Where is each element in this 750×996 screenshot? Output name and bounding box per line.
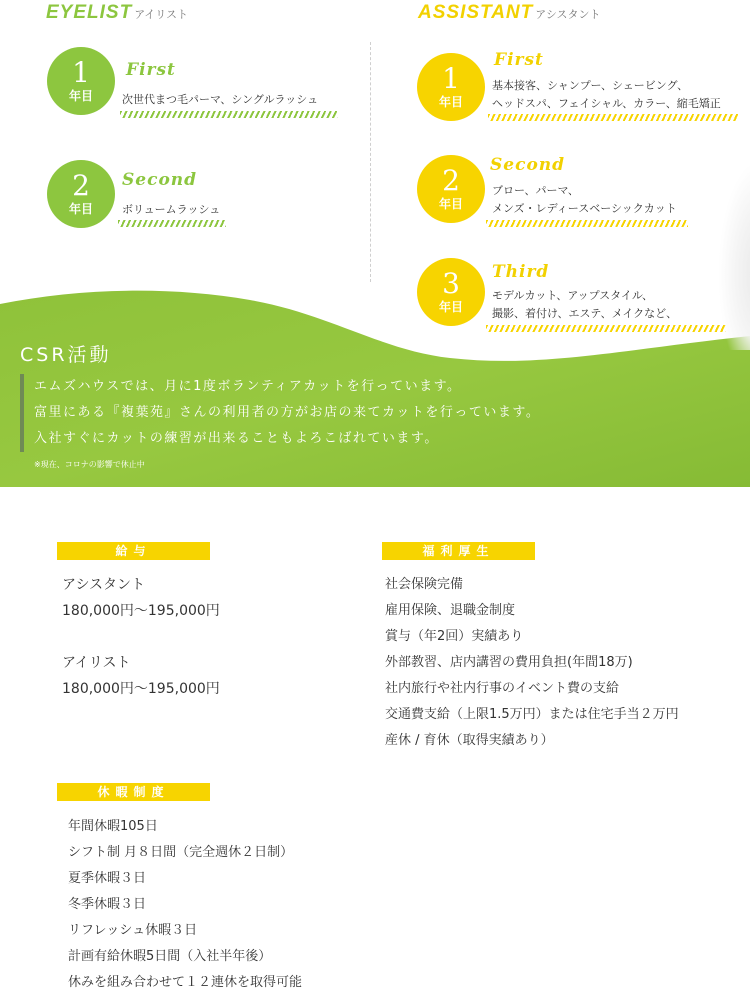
hatch-underline — [488, 114, 738, 121]
assistant-title-en: ASSISTANT — [418, 2, 534, 23]
salary-role: アシスタント — [62, 577, 146, 593]
salary-tag: 給与 — [57, 542, 210, 560]
eyelist-heading — [46, 0, 188, 24]
assistant-year-3-badge — [417, 258, 485, 326]
assistant-year-3-desc-2: 撮影、着付け、エステ、メイクなど、 — [492, 307, 678, 320]
assistant-year-2-badge — [417, 155, 485, 223]
list-item: 雇用保険、退職金制度 — [385, 603, 516, 618]
list-item: 計画有給休暇5日間（入社半年後） — [68, 949, 272, 964]
eyelist-title-jp: アイリスト — [134, 8, 188, 21]
list-item: リフレッシュ休暇３日 — [68, 923, 198, 938]
eyelist-year-1-script: First — [126, 60, 176, 80]
salary-range: 180,000円～195,000円 — [62, 681, 220, 697]
eyelist-year-2-desc: ボリュームラッシュ — [122, 203, 221, 216]
year-number: 2 — [72, 168, 90, 202]
eyelist-year-1-desc: 次世代まつ毛パーマ、シングルラッシュ — [122, 93, 319, 106]
year-unit: 年目 — [438, 196, 463, 211]
hatch-underline — [120, 111, 338, 118]
assistant-year-1-desc-1: 基本接客、シャンプー、シェービング、 — [492, 79, 689, 92]
list-item: 外部教習、店内講習の費用負担(年間18万) — [385, 655, 633, 670]
csr-title: CSR活動 — [20, 344, 112, 366]
assistant-year-2-script: Second — [490, 155, 566, 175]
assistant-heading — [418, 0, 601, 24]
list-item: 夏季休暇３日 — [68, 871, 147, 886]
person-photo-edge — [718, 160, 750, 350]
list-item: 交通費支給（上限1.5万円）または住宅手当２万円 — [385, 707, 679, 722]
salary-role: アイリスト — [62, 655, 131, 671]
benefits-tag: 福利厚生 — [382, 542, 535, 560]
eyelist-year-2-script: Second — [122, 170, 198, 190]
csr-line: エムズハウスでは、月に1度ボランティアカットを行っています。 — [34, 379, 462, 394]
list-item: 年間休暇105日 — [68, 819, 158, 834]
csr-line: 富里にある『複葉苑』さんの利用者の方がお店の来てカットを行っています。 — [34, 405, 541, 420]
eyelist-year-1-badge — [47, 47, 115, 115]
year-unit: 年目 — [68, 88, 93, 103]
list-item: 産休 / 育休（取得実績あり） — [385, 733, 554, 748]
eyelist-year-2-badge — [47, 160, 115, 228]
csr-body — [20, 374, 540, 452]
holidays-tag: 休暇制度 — [57, 783, 210, 801]
salary-range: 180,000円～195,000円 — [62, 603, 220, 619]
holidays-list — [68, 814, 302, 996]
list-item: 賞与（年2回）実績あり — [385, 629, 524, 644]
assistant-year-1-badge — [417, 53, 485, 121]
list-item: シフト制 月８日間（完全週休２日制） — [68, 845, 294, 860]
assistant-year-1-script: First — [494, 50, 544, 70]
hatch-underline — [486, 325, 726, 332]
year-number: 1 — [442, 61, 460, 95]
list-item: 冬季休暇３日 — [68, 897, 147, 912]
hatch-underline — [486, 220, 688, 227]
assistant-year-2-desc-1: ブロー、パーマ、 — [492, 184, 579, 197]
hatch-underline — [118, 220, 226, 227]
assistant-year-3-script: Third — [492, 262, 550, 282]
year-number: 3 — [442, 266, 460, 300]
list-item: 社内旅行や社内行事のイベント費の支給 — [385, 681, 620, 696]
eyelist-title-en: EYELIST — [46, 2, 133, 23]
assistant-year-1-desc-2: ヘッドスパ、フェイシャル、カラー、縮毛矯正 — [492, 97, 721, 110]
csr-line: 入社すぐにカットの練習が出来ることもよろこばれています。 — [34, 431, 439, 446]
year-number: 2 — [442, 163, 460, 197]
assistant-title-jp: アシスタント — [535, 8, 601, 21]
year-unit: 年目 — [438, 94, 463, 109]
assistant-year-3-desc-1: モデルカット、アップスタイル、 — [492, 289, 654, 302]
year-number: 1 — [72, 55, 90, 89]
list-item: 社会保険完備 — [385, 577, 464, 592]
assistant-year-2-desc-2: メンズ・レディースベーシックカット — [492, 202, 677, 215]
year-unit: 年目 — [438, 299, 463, 314]
year-unit: 年目 — [68, 201, 93, 216]
column-divider — [370, 42, 371, 282]
benefits-list — [385, 572, 679, 754]
salary-list — [62, 572, 220, 702]
csr-note: ※現在、コロナの影響で休止中 — [34, 460, 145, 469]
list-item: 休みを組み合わせて１２連休を取得可能 — [68, 975, 303, 990]
